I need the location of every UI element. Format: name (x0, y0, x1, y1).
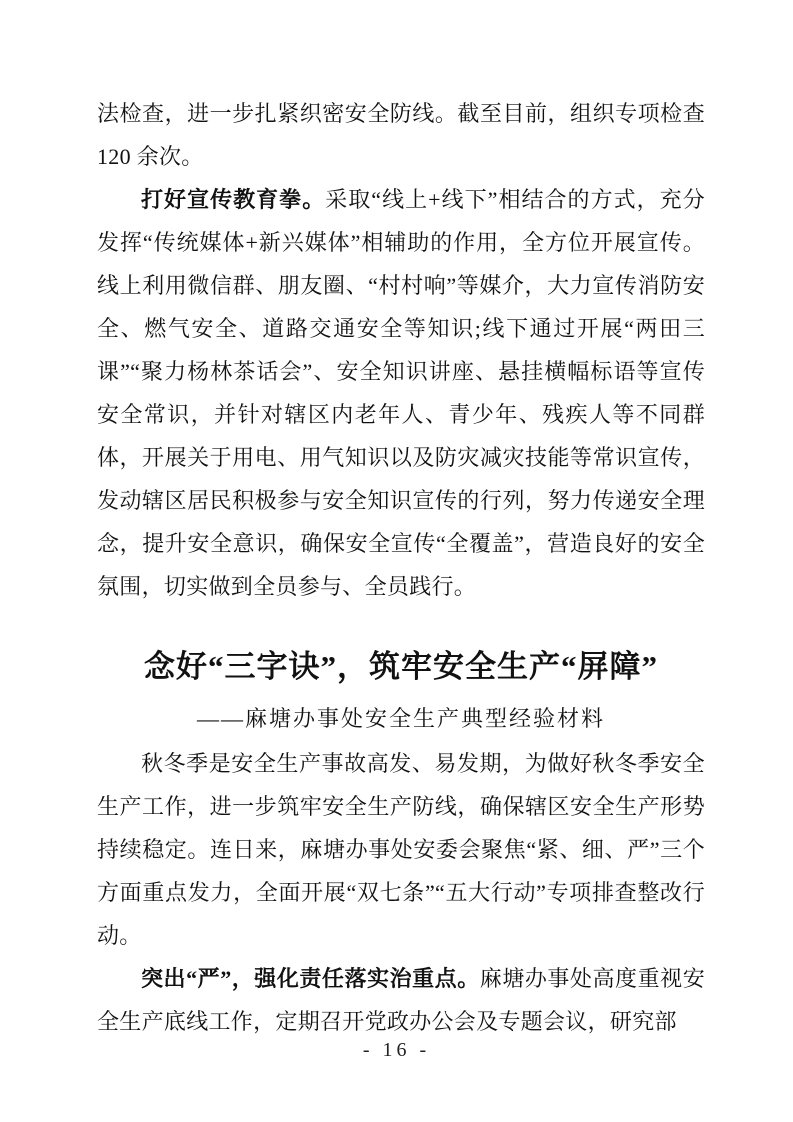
paragraph-continuation: 法检查，进一步扎紧织密安全防线。截至目前，组织专项检查 120 余次。 (97, 101, 705, 169)
paragraph-strict (97, 957, 705, 1043)
paragraph-publicity-lead: 打好宣传教育拳。 (141, 187, 326, 212)
article-subtitle: ——麻塘办事处安全生产典型经验材料 (196, 706, 605, 731)
document-body (97, 92, 705, 1043)
paragraph-publicity (97, 178, 705, 608)
paragraph-strict-lead: 突出“严”，强化责任落实治重点。 (141, 966, 480, 991)
paragraph-intro: 秋冬季是安全生产事故高发、易发期，为做好秋冬季安全生产工作，进一步筑牢安全生产防线，确保辖区安全生产形势持续稳定。连日来，麻塘办事处安委会聚焦“紧、细、严”三个方面重点发力，全面开展“双七条”“五大行动”专项排查整改行动。 (97, 751, 705, 948)
article-title: 念好“三字诀”，筑牢安全生产“屏障” (144, 649, 658, 684)
page-number: - 16 - (362, 1039, 431, 1061)
paragraph-strict-body: 麻塘办事处高度重视安全生产底线工作，定期召开党政办公会及专题会议，研究部 (97, 966, 705, 1034)
paragraph-publicity-body: 采取“线上+线下”相结合的方式，充分发挥“传统媒体+新兴媒体”相辅助的作用，全方位开展宣传。线上利用微信群、朋友圈、“村村响”等媒介，大力宣传消防安全、燃气安全、道路交通安全等知识;线下通过开展“两田三课”“聚力杨林茶话会”、安全知识讲座、悬挂横幅标语等宣传安全常识，并针对辖区内老年人、青少年、残疾人等不同群体，开展关于用电、用气知识以及防灾减灾技能等常识宣传，发动辖区居民积极参与安全知识宣传的行列，努力传递安全理念，提升安全意识，确保安全宣传“全覆盖”，营造良好的安全氛围，切实做到全员参与、全员践行。 (97, 187, 705, 599)
